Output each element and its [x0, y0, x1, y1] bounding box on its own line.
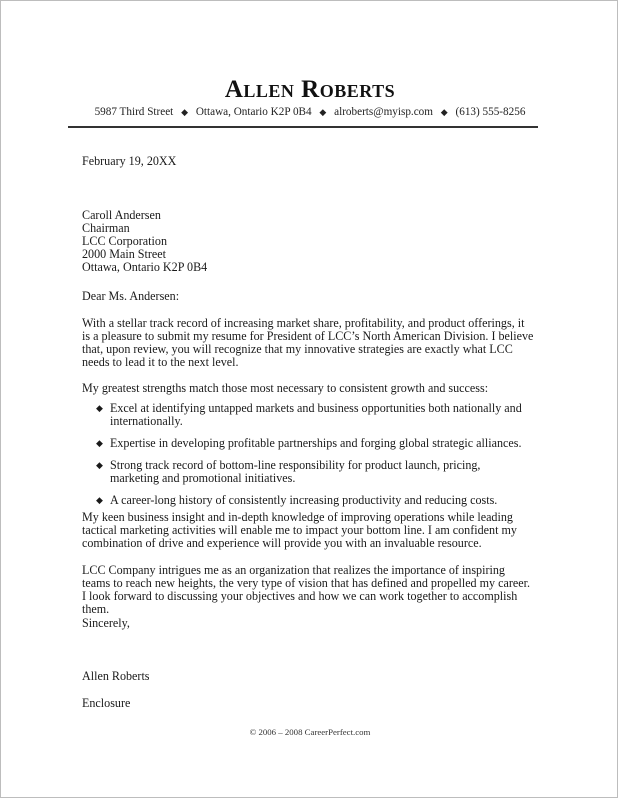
list-item-text: Expertise in developing profitable partnerships and forging global strategic alliances. [110, 436, 522, 450]
list-item [96, 437, 528, 450]
list-item [96, 459, 528, 485]
contact-phone: (613) 555-8256 [455, 106, 526, 118]
list-item-text: Excel at identifying untapped markets and business opportunities both nationally and internationally. [110, 401, 522, 428]
copyright-footer: © 2006 – 2008 CareerPerfect.com [249, 727, 371, 737]
recipient-street: 2000 Main Street [82, 247, 166, 261]
contact-address: 5987 Third Street [94, 106, 174, 118]
recipient-title: Chairman [82, 221, 130, 235]
salutation: Dear Ms. Andersen: [82, 289, 180, 303]
recipient-city: Ottawa, Ontario K2P 0B4 [82, 260, 208, 274]
bullet-diamond-icon: ◆ [96, 495, 103, 505]
body-paragraph-1: With a stellar track record of increasing market share, profitability, and product offerings, it is a pleasure to submit my resume for President of LCC’s North American Division. I believe that, upon review, you will recognize that my innovative strategies are exactly what LCC needs to lead it to the next level. [82, 316, 534, 369]
contact-separator-icon: ◆ [319, 107, 327, 117]
bullet-diamond-icon: ◆ [96, 403, 103, 413]
bullet-diamond-icon: ◆ [96, 460, 103, 470]
signer-name: Allen Roberts [82, 669, 150, 683]
letter-date: February 19, 20XX [82, 154, 177, 168]
letterhead-name [82, 76, 538, 104]
recipient-company: LCC Corporation [82, 234, 167, 248]
contact-email: alroberts@myisp.com [334, 106, 433, 118]
recipient-address [82, 209, 534, 274]
body-paragraph-4: LCC Company intrigues me as an organization that realizes the importance of inspiring teams to reach new heights, the very type of vision that has defined and propelled my career. I look forward to discussing your objectives and how we can work together to accomplish them. [82, 563, 530, 616]
letterhead-name-text: Allen Roberts [224, 76, 396, 103]
recipient-name: Caroll Andersen [82, 208, 161, 222]
contact-separator-icon: ◆ [440, 107, 448, 117]
contact-city: Ottawa, Ontario K2P 0B4 [195, 106, 312, 118]
list-item [96, 402, 528, 428]
strengths-list [96, 402, 528, 516]
bullet-diamond-icon: ◆ [96, 438, 103, 448]
letterhead-contact-line [80, 106, 540, 118]
closing: Sincerely, [82, 616, 130, 630]
enclosure-note: Enclosure [82, 696, 131, 710]
contact-separator-icon: ◆ [181, 107, 189, 117]
body-paragraph-2: My greatest strengths match those most necessary to consistent growth and success: [82, 381, 489, 395]
letterhead-divider [68, 126, 538, 128]
list-item-text: A career-long history of consistently increasing productivity and reducing costs. [110, 493, 498, 507]
list-item-text: Strong track record of bottom-line responsibility for product launch, pricing, marketing and promotional initiatives. [110, 458, 481, 485]
list-item [96, 494, 528, 507]
body-paragraph-3: My keen business insight and in-depth knowledge of improving operations while leading tactical marketing activities will enable me to impact your bottom line. I am confident my combination of drive and experience will provide you with an invaluable resource. [82, 510, 517, 550]
